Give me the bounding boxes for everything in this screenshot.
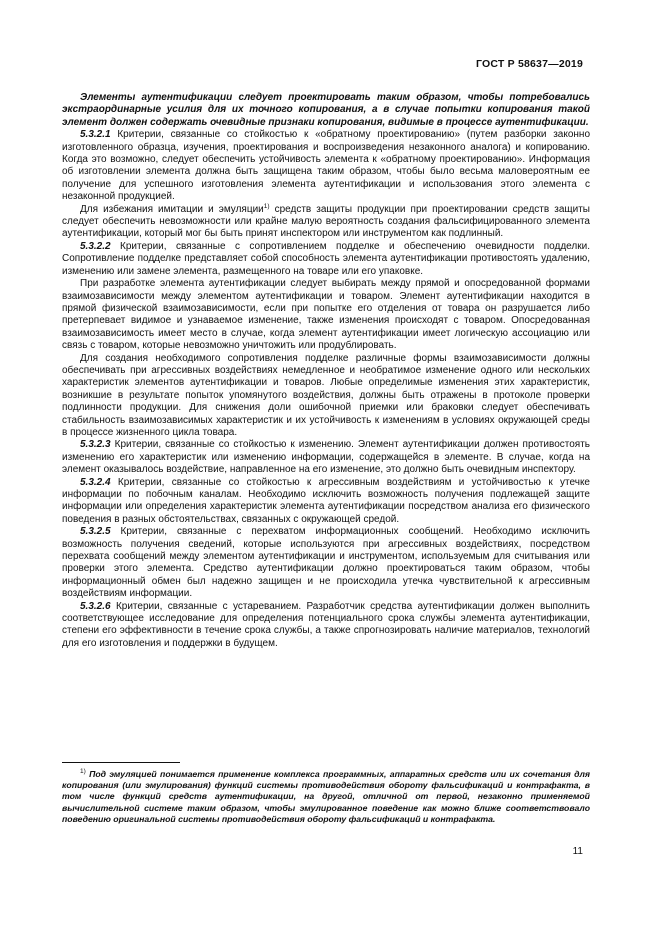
section-text: Критерии, связанные со стойкостью к изменению. Элемент аутентификации должен противостоять изменению его характеристик или изменению информации, содержащейся в элементе. В случае, когда на элемент оказывалось воздействие, направленное на его изменение, это должно быть очевидным инспектору.	[62, 439, 591, 476]
section-number: 5.3.2.5	[80, 526, 111, 538]
section-5-3-2-4	[62, 477, 590, 527]
section-number: 5.3.2.2	[80, 240, 111, 252]
section-5-3-2-2	[62, 241, 590, 278]
section-number: 5.3.2.6	[80, 600, 111, 612]
emulation-paragraph	[62, 204, 590, 241]
section-5-3-2-3	[62, 439, 590, 476]
section-number: 5.3.2.3	[80, 439, 111, 451]
body-paragraph: При разработке элемента аутентификации следует выбирать между прямой и опосредованной формами взаимозависимости между элементом аутентификации и товаром. Элемент аутентификации находится в прямой физической взаимозависимости, если при попытке его отделения от товара он разрушается либо претерпевает видимое и узнаваемое изменение, также изменения происходят с товаром. Опосредованная взаимозависимость имеет место в случае, когда элемент аутентификации имеет логическую ассоциацию или связь с товаром, которые невозможно уничтожить или продублировать.	[62, 278, 590, 352]
section-number: 5.3.2.1	[80, 129, 111, 141]
section-text: Критерии, связанные со стойкостью к агрессивным воздействиям и устойчивостью к утечке информации по побочным каналам. Необходимо исключить возможность получения подлежащей защите информации или определения характеристик элемента аутентификации посредством анализа его физического поведения в разных обстоятельствах, связанных с окружающей средой.	[62, 476, 590, 525]
section-text: Критерии, связанные с перехватом информационных сообщений. Необходимо исключить возможность получения сведений, которые используются при агрессивных воздействиях, посредством перехвата сообщений между элементом аутентификации и инструментом, используемым для считывания или проверки этого элемента. Средство аутентификации должно проектироваться таким образом, чтобы информационный обмен был надежно защищен и не происходила утечка чувствительной к агрессивным воздействиям информации.	[62, 526, 591, 600]
page-number: 11	[572, 846, 583, 857]
document-body	[62, 92, 590, 650]
section-text: Критерии, связанные с устареванием. Разработчик средства аутентификации должен выполнить соответствующее исследование для определения потенциального срока службы элемента аутентификации, степени его эффективности в течение срока службы, а также спрогнозировать наличие материалов, технологий для его изготовления и поддержки в будущем.	[62, 600, 590, 649]
section-number: 5.3.2.4	[80, 476, 111, 488]
footnote-text: Под эмуляцией понимается применение комплекса программных, аппаратных средств или их сочетания для копирования (или эмулирования) функций системы противодействия обороту фальсификаций и контрафакта, в том числе функций средств аутентификации, на другой, отличной от первой, незаконно применяемой вычислительной системе таким образом, чтобы эмулированное поведение как можно ближе соответствовало поведению оригинальной системы противодействия обороту фальсификаций и контрафакта.	[62, 769, 590, 824]
footnote-reference: 1)	[263, 202, 270, 210]
section-text: Критерии, связанные со стойкостью к «обратному проектированию» (путем разборки законно изготовленного образца, изучения, проектирования и воспроизведения незаконного аналога) и копированию. Когда это возможно, следует обеспечить устойчивость элемента к «обратному проектированию». Информация об изготовлении элемента должна быть защищена таким образом, чтобы было весьма маловероятным ее получение для успешного изготовления элемента аутентификации и использования этого элемента с незаконной продукцией.	[62, 129, 591, 203]
paragraph-text-end: средств защиты продукции при проектировании средств защиты следует обеспечить невозможности или крайне малую вероятность создания фальсифицированного элемента аутентификации, который мог бы быть принят инспектором или инструментом как подлинный.	[62, 203, 590, 240]
section-text: Критерии, связанные с сопротивлением подделке и обеспечению очевидности подделки. Сопротивление подделке представляет собой способность элемента аутентификации противостоять удалению, изменению или замене элемента, размещенного на товаре или его упаковке.	[62, 240, 590, 277]
section-5-3-2-5	[62, 526, 590, 600]
paragraph-text-start: Для избежания имитации и эмуляции	[80, 203, 264, 215]
section-5-3-2-6	[62, 601, 590, 651]
document-standard-id: ГОСТ Р 58637—2019	[475, 58, 583, 70]
intro-paragraph: Элементы аутентификации следует проектировать таким образом, чтобы потребовались экстраординарные усилия для их точного копирования, а в случае попытки копирования такой элемент должен содержать очевидные признаки копирования, видимые в процессе аутентификации.	[62, 92, 590, 128]
body-paragraph: Для создания необходимого сопротивления подделке различные формы взаимозависимости должны обеспечивать при агрессивных воздействиях немедленное и необратимое изменение одного или нескольких характеристик элементов аутентификации и товаров. Любые определимые изменения этих характеристик, возникшие в результате попыток упомянутого воздействия, должны быть отражены в протоколе проверки подлинности продукции. Для снижения доли ошибочной приемки или браковки следует обеспечивать стабильность взаимозависимых характеристик и их устойчивость к изменениям в условиях окружающей среды в процессе жизненного цикла товара.	[62, 352, 590, 438]
footnote	[62, 769, 590, 825]
section-5-3-2-1	[62, 129, 590, 203]
footnote-divider	[62, 762, 180, 763]
footnote-marker: 1)	[80, 768, 86, 775]
